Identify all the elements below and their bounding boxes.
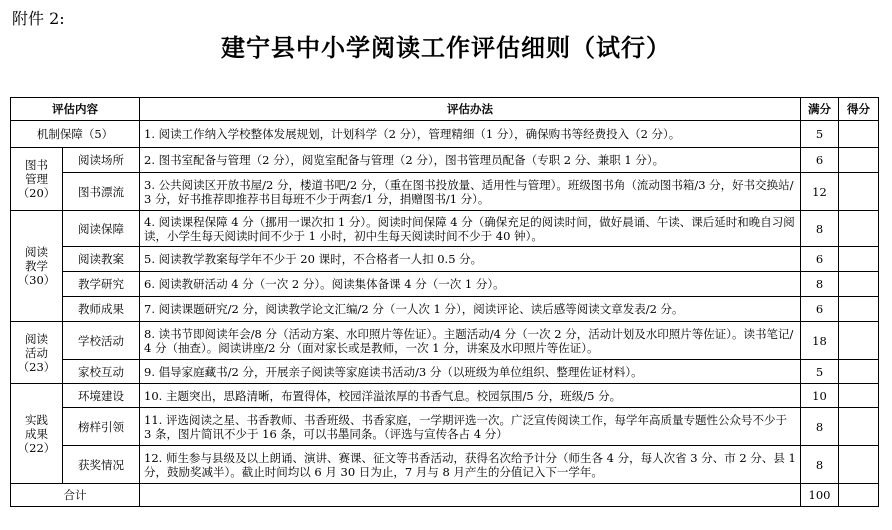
subitem-environment: 环境建设 xyxy=(63,384,140,408)
total-label: 合计 xyxy=(11,484,140,507)
method-cell: 7. 阅读课题研究/2 分，阅读教学论文汇编/2 分（一人次 1 分），阅读评论、读后感等阅读文章发表/2 分。 xyxy=(140,297,801,322)
subitem-teacher-results: 教师成果 xyxy=(63,297,140,322)
table-row xyxy=(11,384,879,408)
table-row xyxy=(11,322,879,360)
page-title: 建宁县中小学阅读工作评估细则（试行） xyxy=(221,33,671,62)
method-cell: 5. 阅读教学教案每学年不少于 20 课时，不合格者一人扣 0.5 分。 xyxy=(140,247,801,272)
full-score-cell: 8 xyxy=(801,446,839,484)
full-score-cell: 12 xyxy=(801,173,839,211)
evaluation-table xyxy=(10,97,879,507)
table-header-row xyxy=(11,98,879,121)
header-method: 评估办法 xyxy=(140,98,801,121)
method-cell: 11. 评选阅读之星、书香教师、书香班级、书香家庭，一学期评选一次。广泛宣传阅读工作，每学年高质量专题性公众号不少于 3 条，图片简讯不少于 16 条，可以书墨同条。（评选与宣传各占 4 分） xyxy=(140,408,801,446)
table-row xyxy=(11,173,879,211)
obtained-score-cell[interactable] xyxy=(839,121,879,148)
method-cell: 12. 师生参与县级及以上朗诵、演讲、赛课、征文等书香活动，获得名次给予计分（师生各 4 分，每人次省 3 分、市 2 分、县 1 分，鼓励奖减半）。截止时间均以 6 月 30 日为止，7 月与 8 月产生的分值记入下一学年。 xyxy=(140,446,801,484)
table-row xyxy=(11,446,879,484)
method-cell: 3. 公共阅读区开放书屋/2 分，楼道书吧/2 分，（重在图书投放量、适用性与管理）。班级图书角（流动图书箱/3 分，好书交换站/3 分，好书推荐即推荐书目每班不少于两套/1 分，捐赠图书/1 分）。 xyxy=(140,173,801,211)
category-mechanism: 机制保障（5） xyxy=(11,121,140,148)
subitem-reading-guarantee: 阅读保障 xyxy=(63,211,140,247)
obtained-score-cell[interactable] xyxy=(839,384,879,408)
table-row xyxy=(11,121,879,148)
table-row xyxy=(11,247,879,272)
full-score-cell: 8 xyxy=(801,211,839,247)
obtained-score-cell[interactable] xyxy=(839,446,879,484)
header-full-score: 满分 xyxy=(801,98,839,121)
obtained-score-cell[interactable] xyxy=(839,272,879,297)
full-score-cell: 6 xyxy=(801,247,839,272)
method-cell: 10. 主题突出，思路清晰，布置得体，校园洋溢浓厚的书香气息。校园氛围/5 分，班级/5 分。 xyxy=(140,384,801,408)
method-cell: 2. 图书室配备与管理（2 分），阅览室配备与管理（2 分），图书管理员配备（专职 2 分、兼职 1 分）。 xyxy=(140,148,801,173)
obtained-score-cell[interactable] xyxy=(839,173,879,211)
total-row xyxy=(11,484,879,507)
category-activity: 阅读 活动 （23） xyxy=(11,322,63,384)
total-full-score: 100 xyxy=(801,484,839,507)
subitem-book-drift: 图书漂流 xyxy=(63,173,140,211)
full-score-cell: 10 xyxy=(801,384,839,408)
full-score-cell: 18 xyxy=(801,322,839,360)
full-score-cell: 6 xyxy=(801,297,839,322)
subitem-awards: 获奖情况 xyxy=(63,446,140,484)
subitem-teaching-research: 教学研究 xyxy=(63,272,140,297)
category-results: 实践 成果 （22） xyxy=(11,384,63,484)
subitem-school-activities: 学校活动 xyxy=(63,322,140,360)
obtained-score-cell[interactable] xyxy=(839,360,879,384)
annex-label: 附件 2: xyxy=(12,9,65,28)
obtained-score-cell[interactable] xyxy=(839,322,879,360)
obtained-score-cell[interactable] xyxy=(839,211,879,247)
header-obtained-score: 得分 xyxy=(839,98,879,121)
obtained-score-cell[interactable] xyxy=(839,297,879,322)
method-cell: 6. 阅读教研活动 4 分（一次 2 分）。阅读集体备课 4 分（一次 1 分）。 xyxy=(140,272,801,297)
obtained-score-cell[interactable] xyxy=(839,148,879,173)
subitem-lesson-plans: 阅读教案 xyxy=(63,247,140,272)
obtained-score-cell[interactable] xyxy=(839,247,879,272)
method-cell: 9. 倡导家庭藏书/2 分，开展亲子阅读等家庭读书活动/3 分（以班级为单位组织、整理佐证材料）。 xyxy=(140,360,801,384)
subitem-home-school: 家校互动 xyxy=(63,360,140,384)
subitem-role-models: 榜样引领 xyxy=(63,408,140,446)
table-row xyxy=(11,360,879,384)
category-teaching: 阅读 教学 （30） xyxy=(11,211,63,322)
table-row xyxy=(11,272,879,297)
subitem-reading-venue: 阅读场所 xyxy=(63,148,140,173)
table-row xyxy=(11,408,879,446)
full-score-cell: 8 xyxy=(801,272,839,297)
total-obtained-score[interactable] xyxy=(839,484,879,507)
category-library: 图书 管理 （20） xyxy=(11,148,63,211)
full-score-cell: 5 xyxy=(801,360,839,384)
full-score-cell: 8 xyxy=(801,408,839,446)
header-content: 评估内容 xyxy=(11,98,140,121)
method-cell: 4. 阅读课程保障 4 分（挪用一课次扣 1 分）。阅读时间保障 4 分（确保充足的阅读时间，做好晨诵、午读、课后延时和晚自习阅读，小学生每天阅读时间不少于 1 小时，初中生每天阅读时间不少于 40 钟）。 xyxy=(140,211,801,247)
full-score-cell: 5 xyxy=(801,121,839,148)
table-row xyxy=(11,211,879,247)
table-row xyxy=(11,148,879,173)
method-cell: 1. 阅读工作纳入学校整体发展规划，计划科学（2 分），管理精细（1 分），确保购书等经费投入（2 分）。 xyxy=(140,121,801,148)
table-row xyxy=(11,297,879,322)
full-score-cell: 6 xyxy=(801,148,839,173)
method-cell: 8. 读书节即阅读年会/8 分（活动方案、水印照片等佐证）。主题活动/4 分（一次 2 分，活动计划及水印照片等佐证）。读书笔记/4 分（抽查）。阅读讲座/2 分（面对家长或是教师，一次 1 分，讲案及水印照片等佐证）。 xyxy=(140,322,801,360)
total-method-cell xyxy=(140,484,801,507)
obtained-score-cell[interactable] xyxy=(839,408,879,446)
